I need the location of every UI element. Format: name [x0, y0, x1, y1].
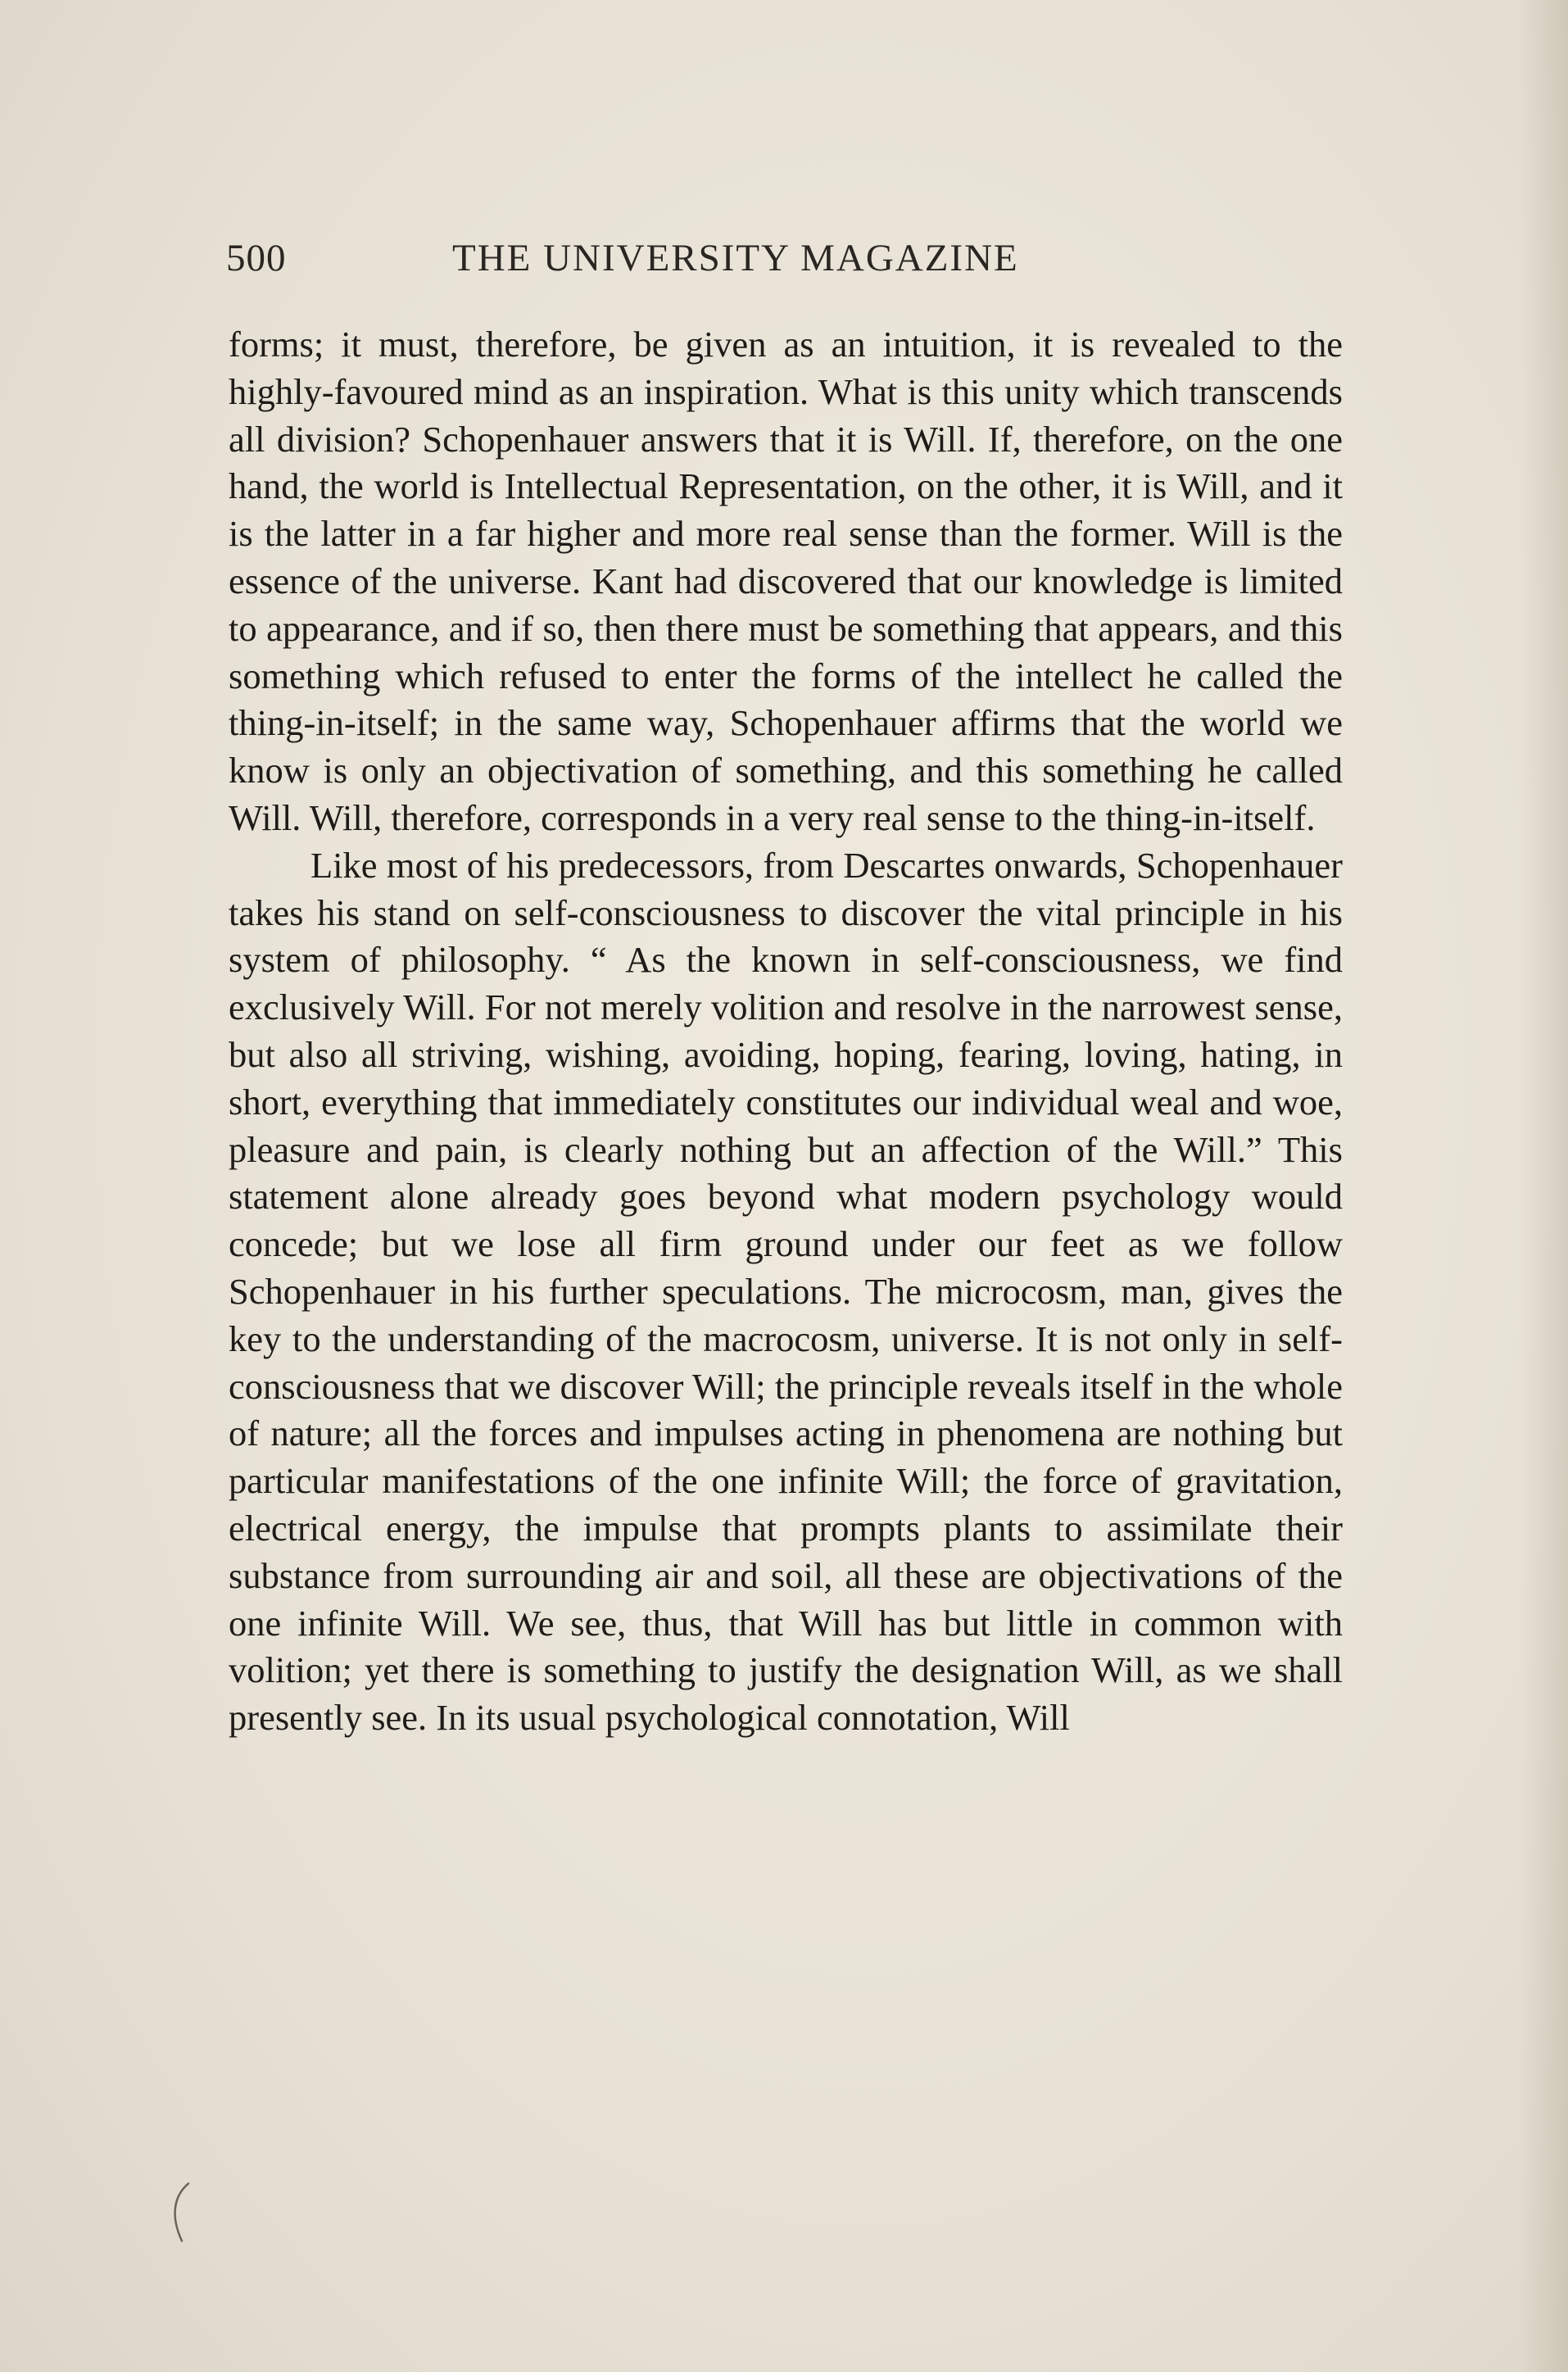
pencil-mark-icon — [164, 2179, 197, 2245]
paragraph: Like most of his predecessors, from Descartes onwards, Schopenhauer takes his stand on self-consciousness to discover the vital principle in his system of philosophy. “ As the known in self-consciousness, we find exclusively Will. For not merely volition and resolve in the narrowest sense, but also all striving, wishing, avoiding, hoping, fearing, loving, hating, in short, everything that immediately constitutes our individual weal and woe, pleasure and pain, is clearly nothing but an affection of the Will.” This statement alone already goes beyond what modern psychology would concede; but we lose all firm ground under our feet as we follow Schopenhauer in his further speculations. The microcosm, man, gives the key to the understanding of the macrocosm, universe. It is not only in self-consciousness that we discover Will; the principle reveals itself in the whole of nature; all the forces and impulses acting in phenomena are nothing but particular manifestations of the one infinite Will; the force of gravitation, electrical energy, the impulse that prompts plants to assimilate their substance from surrounding air and soil, all these are objectivations of the one infinite Will. We see, thus, that Will has but little in common with volition; yet there is something to justify the designation Will, as we shall presently see. In its usual psychological connotation, Will — [229, 844, 1343, 1739]
paragraph: forms; it must, therefore, be given as an intuition, it is revealed to the highly-favoured mind as an inspiration. What is this unity which transcends all division? Schopenhauer answers that it is Will. If, therefore, on the one hand, the world is Intellectual Representation, on the other, it is Will, and it is the latter in a far higher and more real sense than the former. Will is the essence of the universe. Kant had discovered that our knowledge is limited to appearance, and if so, then there must be something that appears, and this something which refused to enter the forms of the intellect he called the thing-in-itself; in the same way, Schopenhauer affirms that the world we know is only an objectivation of something, and this something he called Will. Will, therefore, corresponds in a very real sense to the thing-in-itself. — [229, 324, 1343, 838]
page-header — [226, 236, 1373, 285]
body-text — [229, 321, 1343, 1742]
running-title: THE UNIVERSITY MAGAZINE — [452, 237, 1019, 279]
page-number: 500 — [226, 237, 287, 279]
page-edge-shadow — [1519, 0, 1568, 2372]
